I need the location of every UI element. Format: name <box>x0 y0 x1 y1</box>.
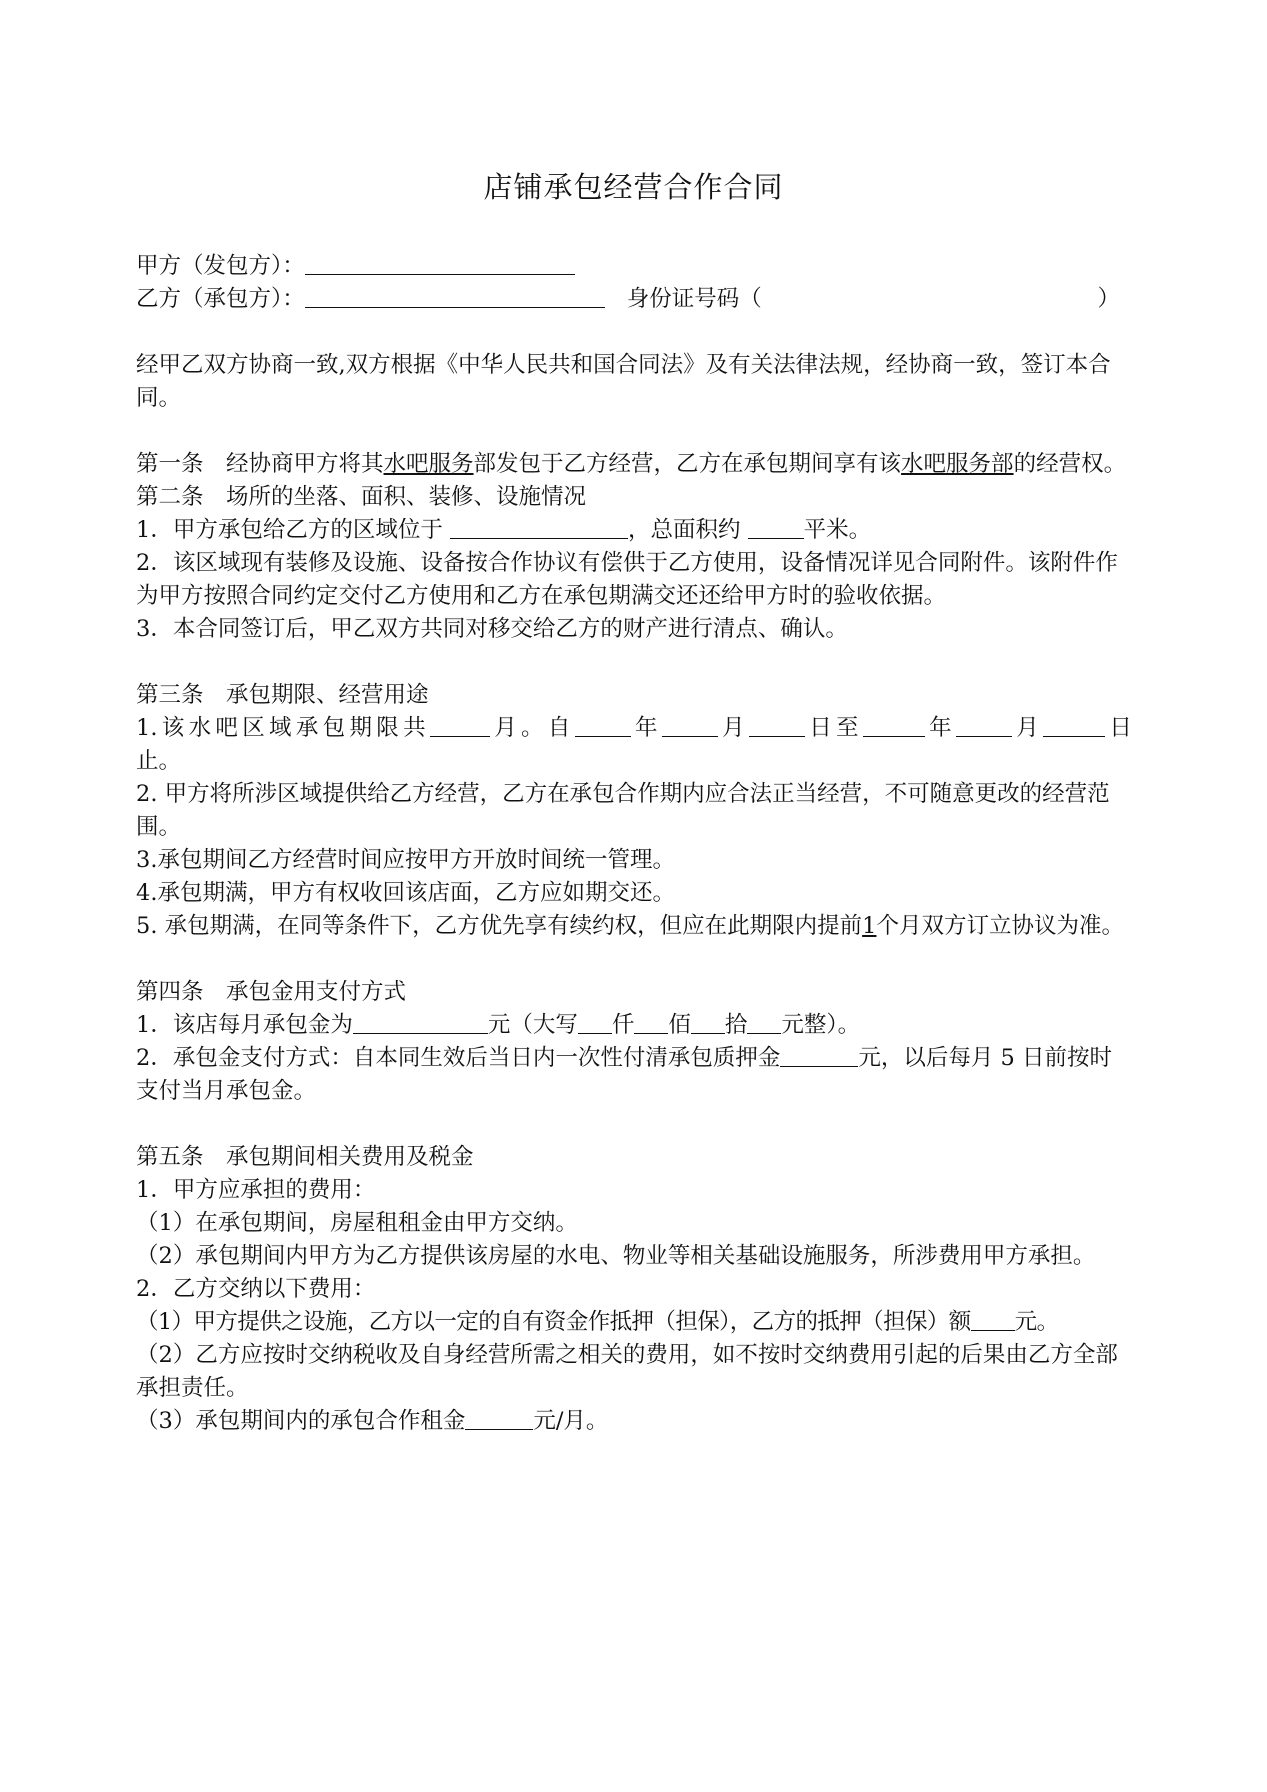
article-2-item-1-text-b: ，总面积约 <box>627 517 748 543</box>
article-2-item-1-text-c: 平米。 <box>803 517 872 543</box>
article-3-item-1-text-h: 日 <box>1105 715 1132 741</box>
party-b-blank <box>305 283 605 308</box>
article-4-item-1-text-e: 拾 <box>724 1012 748 1038</box>
end-day-blank <box>1043 712 1105 737</box>
article-4-item-2-text-a: 2．承包金支付方式：自本同生效后当日内一次性付清承包质押金 <box>136 1045 781 1071</box>
monthly-fee-blank <box>353 1009 488 1034</box>
article-5-sub-2-item-3 <box>136 1405 1132 1438</box>
article-4-item-1-text-a: 1．该店每月承包金为 <box>136 1012 353 1038</box>
units-blank <box>747 1009 781 1034</box>
end-year-blank <box>863 712 925 737</box>
article-3-item-1-end: 止。 <box>136 748 182 774</box>
article-5-sub-2-item-1-text-b: 元。 <box>1014 1309 1059 1335</box>
article-5-sub-2-item-1 <box>136 1306 1132 1339</box>
article-1-underline-b: 水吧服务部 <box>901 451 1014 477</box>
article-5-sub-1: 1．甲方应承担的费用： <box>136 1177 376 1203</box>
article-2-item-1-text-a: 1．甲方承包给乙方的区域位于 <box>136 517 450 543</box>
article-1 <box>136 448 1132 481</box>
article-3-item-2: 2. 甲方将所涉区域提供给乙方经营，乙方在承包合作期内应合法正当经营，不可随意更改的经营范围。 <box>136 781 1110 840</box>
document-title: 店铺承包经营合作合同 <box>483 170 784 204</box>
article-2-item-1 <box>136 514 1132 547</box>
article-3-item-1-text-b: 月。自 <box>489 715 575 741</box>
article-1-text-b: 部发包于乙方经营，乙方在承包期间享有该 <box>473 451 902 477</box>
article-3-item-1-text-d: 月 <box>717 715 749 741</box>
article-2-heading: 第二条 场所的坐落、面积、装修、设施情况 <box>136 484 587 510</box>
id-number-label: 身份证号码（ <box>626 286 762 312</box>
article-3-item-4: 4.承包期满，甲方有权收回该店面，乙方应如期交还。 <box>136 880 675 906</box>
id-number-close: ） <box>1097 286 1120 312</box>
article-3-item-1-text-c: 年 <box>630 715 662 741</box>
article-3-item-1-line <box>136 712 1132 745</box>
tens-blank <box>691 1009 725 1034</box>
intro-paragraph: 经甲乙双方协商一致,双方根据《中华人民共和国合同法》及有关法律法规，经协商一致，签订本合同。 <box>136 352 1111 411</box>
article-2-item-3: 3．本合同签订后，甲乙双方共同对移交给乙方的财产进行清点、确认。 <box>136 616 848 642</box>
start-month-blank <box>662 712 718 737</box>
article-5-heading: 第五条 承包期间相关费用及税金 <box>136 1144 474 1170</box>
guarantee-amount-blank <box>971 1306 1015 1331</box>
article-3-item-1-text-g: 月 <box>1011 715 1044 741</box>
article-4-item-2-text-b: 元，以后每月 5 日前按时支付当月承包金。 <box>136 1045 1112 1104</box>
hundreds-blank <box>634 1009 668 1034</box>
party-b-label: 乙方（承包方）： <box>136 286 305 312</box>
article-4-item-1 <box>136 1009 1132 1042</box>
article-1-text-c: 的经营权。 <box>1013 451 1127 477</box>
article-1-text-a: 第一条 经协商甲方将其 <box>136 451 384 477</box>
end-month-blank <box>956 712 1012 737</box>
start-day-blank <box>749 712 805 737</box>
article-3-item-5-text-a: 5. 承包期满，在同等条件下，乙方优先享有续约权，但应在此期限内提前 <box>136 913 863 939</box>
party-b-line <box>136 283 1132 316</box>
article-4-item-2 <box>136 1042 1132 1108</box>
article-4-item-1-text-b: 元（大写 <box>487 1012 578 1038</box>
contract-body <box>136 250 1132 1438</box>
party-a-line <box>136 250 1132 283</box>
article-5-sub-2-item-2: （2）乙方应按时交纳税收及自身经营所需之相关的费用，如不按时交纳费用引起的后果由乙方全部承担责任。 <box>136 1342 1118 1401</box>
article-3-item-5-underline: 1 <box>862 913 877 939</box>
article-3-item-1-text-f: 年 <box>924 715 956 741</box>
article-3-item-3: 3.承包期间乙方经营时间应按甲方开放时间统一管理。 <box>136 847 675 873</box>
article-4-heading: 第四条 承包金用支付方式 <box>136 979 407 1005</box>
area-blank <box>748 514 804 539</box>
term-months-blank <box>430 712 490 737</box>
party-a-blank <box>305 250 575 275</box>
article-1-underline-a: 水吧服务 <box>383 451 474 477</box>
article-4-item-1-text-d: 佰 <box>668 1012 691 1038</box>
article-4-item-1-text-f: 元整）。 <box>781 1012 861 1038</box>
party-a-label: 甲方（发包方）： <box>136 253 305 279</box>
article-5-sub-1-item-2: （2）承包期间内甲方为乙方提供该房屋的水电、物业等相关基础设施服务，所涉费用甲方承担。 <box>136 1243 1096 1269</box>
deposit-blank <box>780 1042 858 1067</box>
article-5-sub-2-item-3-text-a: （3）承包期间内的承包合作租金 <box>136 1408 466 1434</box>
rent-blank <box>465 1405 533 1430</box>
article-5-sub-2-item-1-text-a: （1）甲方提供之设施，乙方以一定的自有资金作抵押（担保），乙方的抵押（担保）额 <box>136 1309 971 1335</box>
thousands-blank <box>578 1009 612 1034</box>
article-3-item-1-text-a: 1.该水吧区域承包期限共 <box>136 715 430 741</box>
article-5-sub-1-item-1: （1）在承包期间，房屋租租金由甲方交纳。 <box>136 1210 578 1236</box>
start-year-blank <box>575 712 631 737</box>
article-3-heading: 第三条 承包期限、经营用途 <box>136 682 429 708</box>
article-2-item-2: 2．该区域现有装修及设施、设备按合作协议有偿供于乙方使用，设备情况详见合同附件。该附件作为甲方按照合同约定交付乙方使用和乙方在承包期满交还还给甲方时的验收依据。 <box>136 550 1118 609</box>
article-5-sub-2-item-3-text-b: 元/月。 <box>533 1408 609 1434</box>
article-4-item-1-text-c: 仟 <box>611 1012 635 1038</box>
article-3-item-1-text-e: 日至 <box>804 715 863 741</box>
article-3-item-5-text-b: 个月双方订立协议为准。 <box>876 913 1124 939</box>
article-3-item-5 <box>136 910 1132 943</box>
article-5-sub-2: 2．乙方交纳以下费用： <box>136 1276 376 1302</box>
location-blank <box>450 514 628 539</box>
